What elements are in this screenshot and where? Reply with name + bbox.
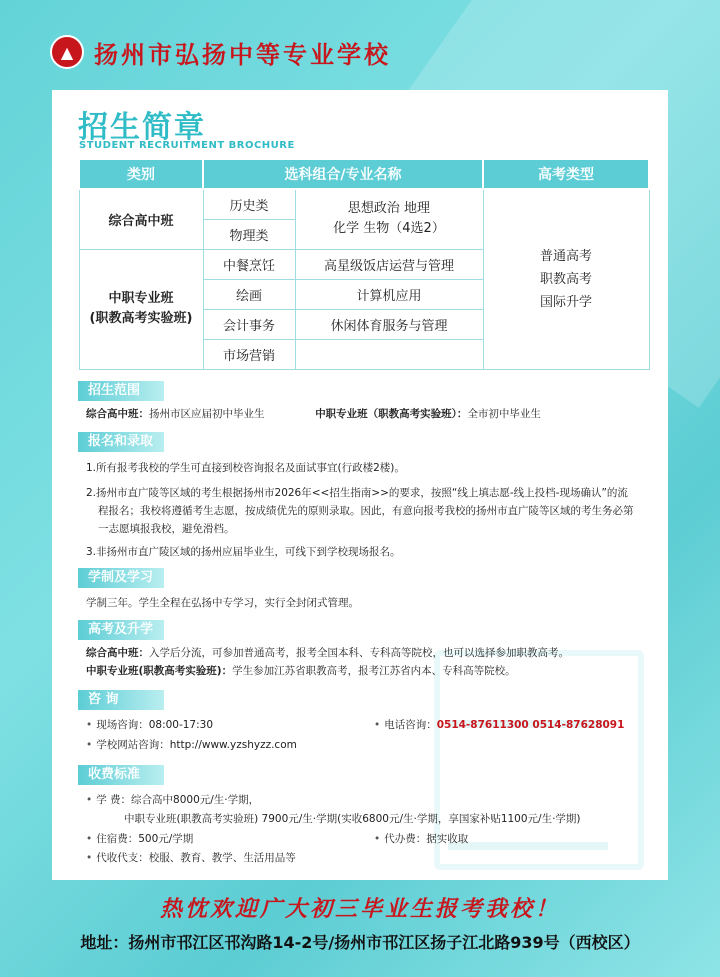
phone-label: 电话咨询： [384,719,437,731]
major-cooking: 中餐烹饪 [203,249,295,279]
subject-physics: 物理类 [203,219,295,249]
bullet-icon: • [374,719,381,731]
section-tag-scope: 招生范围 [78,381,164,401]
scope-line [86,406,541,422]
bullet-icon: • [86,833,93,845]
fees-dorm [86,831,193,847]
exam-line-1 [86,645,569,661]
section-tag-exam: 高考及升学 [78,620,164,640]
tuition-text-1: 学 费：综合高中8000元/生·学期， [96,794,260,806]
enroll-line-2c: 一志愿填报我校，避免滑档。 [98,523,235,535]
exam-label-1: 综合高中班： [86,647,149,659]
bullet-icon: • [86,794,93,806]
major-name: 休闲体育服务与管理 [295,309,483,339]
fees-tuition-2: 中职专业班(职教高考实验班) 7900元/生·学期(实收6800元/生·学期，享国家补贴1100元/生·学期) [124,813,581,825]
contact-web [86,737,297,753]
exam-type: 职教高考 [539,271,592,287]
general-combo-cell [295,189,483,249]
empty-cell [295,339,483,369]
welcome-slogan: 热忱欢迎广大初三毕业生报考我校！ [159,896,560,922]
combo-line-1: 思想政治 地理 [347,201,431,217]
section-tag-contact: 咨 询 [78,690,164,710]
table-header-row [79,159,649,189]
vocational-class-note: (职教高考实验班) [89,311,193,326]
bullet-icon: • [86,852,93,864]
scope-text-1: 扬州市区应届初中毕业生 [149,408,265,420]
enroll-line-2a: 2.扬州市直广陵等区域的考生根据扬州市2026年<<招生指南>>的要求，按照“线上填志愿-线上投档-现场确认”的流 [86,487,628,499]
contact-onsite [86,717,213,733]
major-name: 高星级饭店运营与管理 [295,249,483,279]
phone-value[interactable]: 0514-87611300 0514-87628091 [436,719,625,731]
enroll-line-1: 1.所有报考我校的学生可直接到校咨询报名及面试事宜(行政楼2楼)。 [86,462,405,474]
header-major: 选科组合/专业名称 [203,159,483,189]
school-logo-icon: ▲ [50,35,84,69]
section-tag-fees: 收费标准 [78,765,164,785]
subject-history: 历史类 [203,189,295,219]
exam-text-2: 学生参加江苏省职教高考，报考江苏省内本、专科高等院校。 [232,665,516,677]
major-name: 计算机应用 [295,279,483,309]
scope-text-2: 全市初中毕业生 [467,408,541,420]
major-accounting: 会计事务 [203,309,295,339]
contact-phone [374,717,624,733]
exam-types-cell [483,189,649,369]
header-category: 类别 [79,159,203,189]
school-name: 扬州市弘扬中等专业学校 [94,39,391,69]
agent-text: 代办费：据实收取 [384,833,469,845]
page-subtitle: STUDENT RECRUITMENT BROCHURE [79,140,295,151]
exam-text-1: 入学后分流，可参加普通高考，报考全国本科、专科高等院校，也可以选择参加职教高考。 [149,647,569,659]
header [50,34,391,70]
book-pages-icon [448,720,608,850]
dorm-text: 住宿费：500元/学期 [96,833,194,845]
exam-type: 国际升学 [539,294,592,310]
table-row [79,189,649,219]
fees-tuition-1 [86,792,259,808]
brochure-panel [52,90,668,880]
enrollment-table [78,158,650,370]
exam-line-2 [86,663,516,679]
bullet-icon: • [86,739,93,751]
exam-label-2: 中职专业班(职教高考实验班)： [86,665,233,677]
web-text[interactable]: 学校网站咨询：http://www.yzshyzz.com [96,739,297,751]
vocational-class-name: 中职专业班 [108,291,174,306]
vocational-class-cell [79,249,203,369]
scope-label-2: 中职专业班（职教高考实验班）： [315,408,468,420]
section-tag-enroll: 报名和录取 [78,432,164,452]
header-exam-type: 高考类型 [483,159,649,189]
general-class-cell: 综合高中班 [79,189,203,249]
scope-label-1: 综合高中班： [86,408,149,420]
section-tag-system: 学制及学习 [78,568,164,588]
combo-line-2: 化学 生物（4选2） [333,221,445,237]
major-marketing: 市场营销 [203,339,295,369]
page-title: 招生简章 [78,110,206,145]
bullet-icon: • [374,833,381,845]
enroll-line-3: 3.非扬州市直广陵区域的扬州应届毕业生，可线下到学校现场报名。 [86,546,401,558]
fees-agent [374,831,468,847]
fees-collect [86,850,296,866]
exam-type: 普通高考 [539,248,592,264]
major-painting: 绘画 [203,279,295,309]
enroll-line-2b: 程报名；我校将遵循考生志愿，按成绩优先的原则录取。因此，有意向报考我校的扬州市直广陵等区域的考生务必第 [98,505,634,517]
onsite-text: 现场咨询：08:00-17:30 [96,719,214,731]
school-address: 地址：扬州市邗江区邗沟路14-2号/扬州市邗江区扬子江北路939号（西校区） [80,933,640,952]
system-line: 学制三年。学生全程在弘扬中专学习，实行全封闭式管理。 [86,597,359,609]
collect-text: 代收代支：校服、教育、教学、生活用品等 [96,852,296,864]
bullet-icon: • [86,719,93,731]
